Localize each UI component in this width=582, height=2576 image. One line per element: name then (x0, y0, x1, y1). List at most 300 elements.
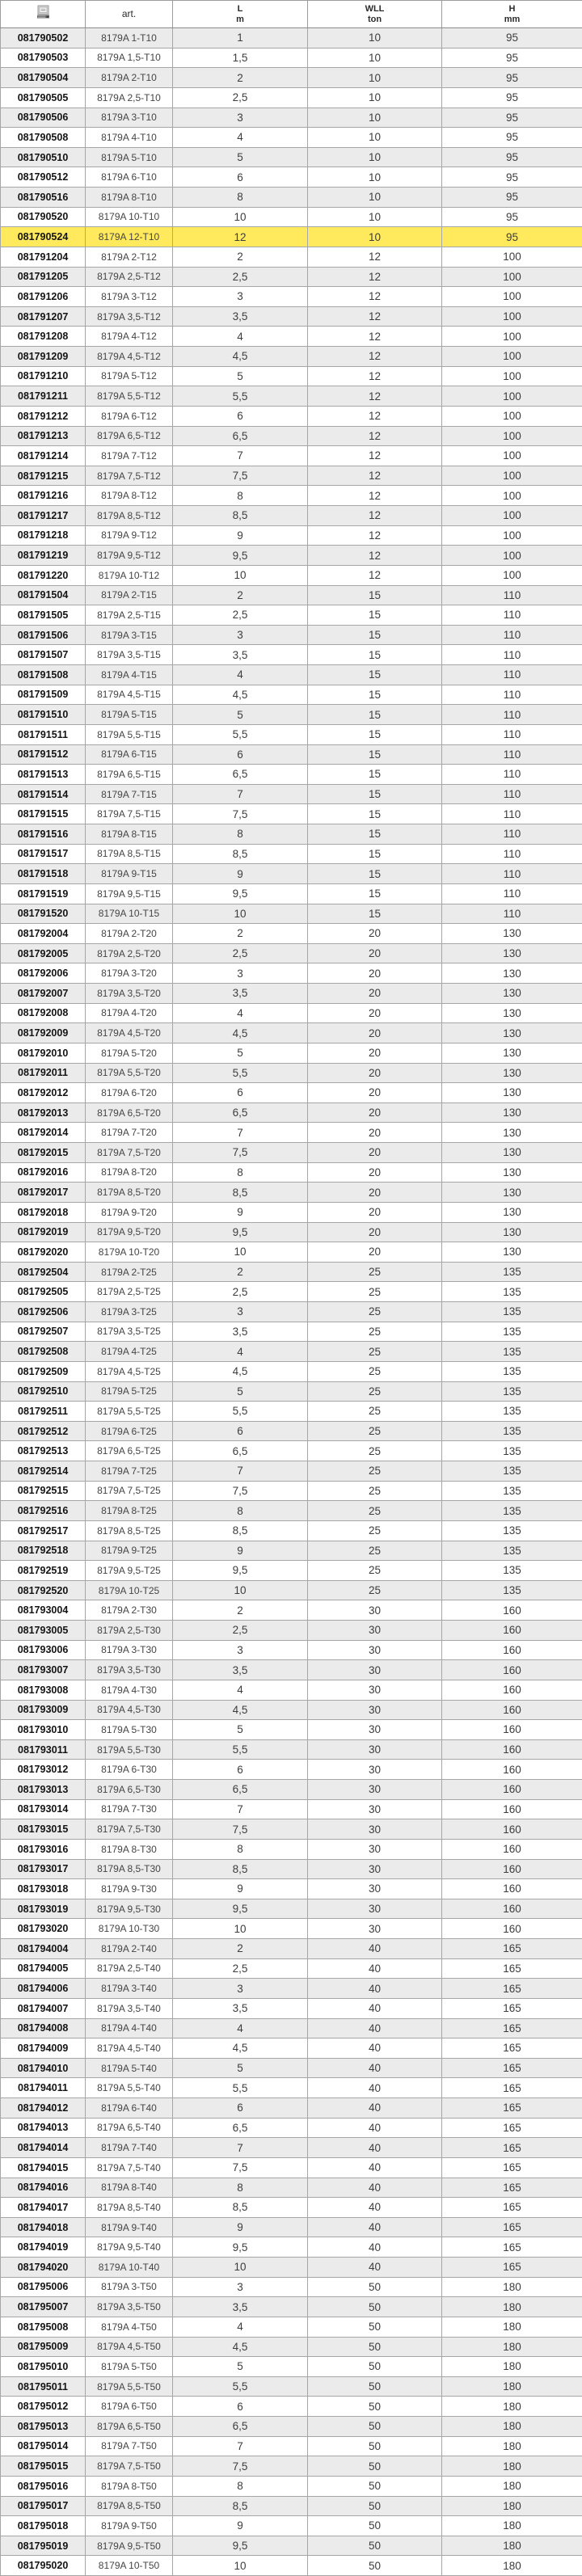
cell-h: 95 (442, 68, 582, 88)
table-row[interactable] (1, 1202, 582, 1222)
table-row[interactable] (1, 1501, 582, 1521)
table-row[interactable] (1, 1680, 582, 1700)
cell-art: 8179A 9-T50 (86, 2516, 173, 2536)
table-row[interactable] (1, 1023, 582, 1043)
table-row[interactable] (1, 2277, 582, 2297)
cell-code: 081791211 (1, 386, 86, 407)
table-row[interactable] (1, 1520, 582, 1541)
cell-code: 081791520 (1, 904, 86, 924)
table-row[interactable] (1, 188, 582, 208)
table-row[interactable] (1, 2297, 582, 2317)
table-row[interactable] (1, 784, 582, 804)
table-row[interactable] (1, 1859, 582, 1879)
table-row[interactable] (1, 2536, 582, 2556)
table-row[interactable] (1, 585, 582, 605)
table-row[interactable] (1, 2078, 582, 2098)
cell-code: 081791512 (1, 744, 86, 765)
table-row[interactable] (1, 2118, 582, 2138)
cell-l: 8 (173, 486, 308, 506)
table-row[interactable] (1, 1660, 582, 1680)
cell-art: 8179A 7-T25 (86, 1461, 173, 1482)
cell-h: 110 (442, 685, 582, 705)
table-row[interactable] (1, 167, 582, 188)
cell-l: 3,5 (173, 306, 308, 327)
table-row[interactable] (1, 28, 582, 48)
cell-code: 081792020 (1, 1242, 86, 1263)
table-row[interactable] (1, 665, 582, 685)
cell-code: 081794005 (1, 1958, 86, 1979)
cell-art: 8179A 5,5-T50 (86, 2376, 173, 2397)
cell-l: 8,5 (173, 844, 308, 864)
cell-code: 081795018 (1, 2516, 86, 2536)
cell-h: 165 (442, 2098, 582, 2119)
table-row[interactable] (1, 207, 582, 227)
cell-h: 100 (442, 267, 582, 287)
table-row[interactable] (1, 1003, 582, 1023)
cell-h: 100 (442, 546, 582, 566)
table-row[interactable] (1, 546, 582, 566)
cell-code: 081792011 (1, 1063, 86, 1083)
cell-code: 081794004 (1, 1939, 86, 1959)
cell-l: 3 (173, 1640, 308, 1660)
table-row[interactable] (1, 765, 582, 785)
cell-h: 95 (442, 87, 582, 108)
cell-wll: 25 (308, 1381, 442, 1402)
cell-l: 7,5 (173, 2157, 308, 2178)
table-row[interactable] (1, 824, 582, 845)
cell-wll: 20 (308, 1123, 442, 1143)
cell-h: 135 (442, 1461, 582, 1482)
cell-l: 3,5 (173, 1660, 308, 1680)
cell-h: 95 (442, 227, 582, 247)
table-row[interactable] (1, 1083, 582, 1103)
table-row[interactable] (1, 1780, 582, 1800)
cell-l: 5 (173, 2058, 308, 2078)
cell-wll: 50 (308, 2277, 442, 2297)
cell-art: 8179A 8-T20 (86, 1162, 173, 1183)
cell-wll: 30 (308, 1799, 442, 1819)
cell-wll: 15 (308, 904, 442, 924)
cell-h: 165 (442, 1939, 582, 1959)
cell-code: 081790505 (1, 87, 86, 108)
table-row[interactable] (1, 724, 582, 744)
table-row[interactable] (1, 864, 582, 884)
table-row[interactable] (1, 1302, 582, 1322)
table-row[interactable] (1, 1402, 582, 1422)
cell-h: 95 (442, 167, 582, 188)
cell-wll: 40 (308, 2237, 442, 2258)
table-row[interactable] (1, 366, 582, 386)
table-row[interactable] (1, 744, 582, 765)
cell-code: 081794016 (1, 2178, 86, 2198)
cell-wll: 40 (308, 2258, 442, 2278)
cell-l: 4 (173, 1003, 308, 1023)
table-row[interactable] (1, 306, 582, 327)
cell-code: 081793019 (1, 1899, 86, 1919)
header-unit-m: m (173, 15, 307, 25)
table-row[interactable] (1, 1819, 582, 1840)
table-row[interactable] (1, 1541, 582, 1561)
cell-code: 081794015 (1, 2157, 86, 2178)
cell-h: 110 (442, 605, 582, 626)
table-row[interactable] (1, 924, 582, 944)
table-row[interactable] (1, 2317, 582, 2337)
table-row[interactable] (1, 1621, 582, 1641)
header-unit-mm: mm (442, 15, 582, 25)
cell-h: 180 (442, 2376, 582, 2397)
table-row[interactable] (1, 446, 582, 466)
cell-art: 8179A 8,5-T15 (86, 844, 173, 864)
cell-h: 160 (442, 1879, 582, 1899)
table-row[interactable] (1, 486, 582, 506)
cell-l: 4 (173, 1680, 308, 1700)
cell-h: 160 (442, 1600, 582, 1621)
cell-wll: 50 (308, 2436, 442, 2456)
cell-wll: 50 (308, 2417, 442, 2437)
cell-art: 8179A 3,5-T30 (86, 1660, 173, 1680)
cell-l: 9 (173, 2217, 308, 2237)
cell-code: 081791217 (1, 506, 86, 526)
table-row[interactable] (1, 1242, 582, 1263)
cell-wll: 25 (308, 1262, 442, 1282)
cell-l: 3 (173, 2277, 308, 2297)
cell-art: 8179A 6,5-T15 (86, 765, 173, 785)
cell-wll: 25 (308, 1520, 442, 1541)
table-row[interactable] (1, 943, 582, 963)
cell-code: 081793015 (1, 1819, 86, 1840)
cell-art: 8179A 7-T50 (86, 2436, 173, 2456)
cell-l: 10 (173, 1580, 308, 1600)
table-row[interactable] (1, 1063, 582, 1083)
table-row[interactable] (1, 1421, 582, 1441)
table-row[interactable] (1, 625, 582, 645)
cell-wll: 25 (308, 1541, 442, 1561)
cell-wll: 40 (308, 2157, 442, 2178)
cell-h: 135 (442, 1381, 582, 1402)
cell-code: 081792015 (1, 1143, 86, 1163)
cell-wll: 20 (308, 963, 442, 984)
cell-h: 180 (442, 2516, 582, 2536)
cell-art: 8179A 6-T50 (86, 2397, 173, 2417)
cell-code: 081791214 (1, 446, 86, 466)
cell-l: 8 (173, 1839, 308, 1859)
cell-wll: 10 (308, 48, 442, 68)
cell-code: 081790524 (1, 227, 86, 247)
table-row[interactable] (1, 48, 582, 68)
table-row[interactable] (1, 2556, 582, 2576)
cell-art: 8179A 2,5-T40 (86, 1958, 173, 1979)
cell-h: 135 (442, 1262, 582, 1282)
table-row[interactable] (1, 2456, 582, 2477)
cell-l: 3,5 (173, 2297, 308, 2317)
cell-h: 180 (442, 2536, 582, 2556)
cell-h: 95 (442, 188, 582, 208)
cell-wll: 20 (308, 1143, 442, 1163)
cell-wll: 40 (308, 1998, 442, 2018)
table-row[interactable] (1, 1919, 582, 1939)
table-row[interactable] (1, 87, 582, 108)
cell-wll: 12 (308, 486, 442, 506)
cell-h: 165 (442, 1998, 582, 2018)
cell-h: 110 (442, 864, 582, 884)
table-row[interactable] (1, 1939, 582, 1959)
cell-wll: 12 (308, 327, 442, 347)
cell-h: 135 (442, 1322, 582, 1342)
cell-art: 8179A 6-T25 (86, 1421, 173, 1441)
cell-l: 4,5 (173, 2038, 308, 2059)
cell-l: 7 (173, 1799, 308, 1819)
cell-l: 2,5 (173, 267, 308, 287)
table-row[interactable] (1, 386, 582, 407)
table-row[interactable] (1, 1979, 582, 1999)
cell-art: 8179A 10-T12 (86, 565, 173, 585)
cell-art: 8179A 4,5-T25 (86, 1361, 173, 1381)
cell-code: 081790510 (1, 147, 86, 167)
table-row[interactable] (1, 1162, 582, 1183)
table-row[interactable] (1, 1739, 582, 1760)
cell-wll: 25 (308, 1461, 442, 1482)
cell-art: 8179A 2-T10 (86, 68, 173, 88)
table-row[interactable] (1, 1879, 582, 1899)
cell-code: 081793006 (1, 1640, 86, 1660)
table-row[interactable] (1, 1262, 582, 1282)
table-row[interactable] (1, 1441, 582, 1461)
table-row[interactable] (1, 1760, 582, 1780)
table-row[interactable] (1, 2198, 582, 2218)
cell-code: 081792519 (1, 1561, 86, 1581)
table-row[interactable] (1, 2058, 582, 2078)
table-row[interactable] (1, 247, 582, 267)
cell-h: 110 (442, 804, 582, 824)
table-row[interactable] (1, 1839, 582, 1859)
table-row[interactable] (1, 1998, 582, 2018)
cell-art: 8179A 10-T15 (86, 904, 173, 924)
cell-art: 8179A 6-T30 (86, 1760, 173, 1780)
table-row[interactable] (1, 347, 582, 367)
cell-art: 8179A 3,5-T15 (86, 645, 173, 665)
cell-h: 100 (442, 525, 582, 546)
cell-art: 8179A 5-T50 (86, 2357, 173, 2377)
cell-l: 8,5 (173, 2496, 308, 2516)
cell-art: 8179A 2,5-T30 (86, 1621, 173, 1641)
table-row[interactable] (1, 1720, 582, 1740)
table-row[interactable] (1, 2496, 582, 2516)
table-row[interactable] (1, 1799, 582, 1819)
cell-l: 4,5 (173, 2337, 308, 2357)
table-row[interactable] (1, 2138, 582, 2158)
table-row[interactable] (1, 1222, 582, 1242)
cell-code: 081795012 (1, 2397, 86, 2417)
cell-art: 8179A 5,5-T15 (86, 724, 173, 744)
cell-h: 180 (442, 2357, 582, 2377)
table-row[interactable] (1, 128, 582, 148)
table-row[interactable] (1, 1700, 582, 1720)
cell-code: 081792515 (1, 1481, 86, 1501)
table-row[interactable] (1, 2038, 582, 2059)
table-row[interactable] (1, 327, 582, 347)
table-row[interactable] (1, 1282, 582, 1302)
cell-code: 081792510 (1, 1381, 86, 1402)
cell-art: 8179A 4,5-T20 (86, 1023, 173, 1043)
table-row[interactable] (1, 1361, 582, 1381)
table-row[interactable] (1, 1381, 582, 1402)
cell-wll: 30 (308, 1780, 442, 1800)
table-row[interactable] (1, 984, 582, 1004)
cell-wll: 25 (308, 1402, 442, 1422)
cell-l: 2,5 (173, 1621, 308, 1641)
table-row[interactable] (1, 1958, 582, 1979)
table-row[interactable] (1, 108, 582, 128)
cell-code: 081793012 (1, 1760, 86, 1780)
table-row[interactable] (1, 1561, 582, 1581)
cell-h: 135 (442, 1520, 582, 1541)
table-row[interactable] (1, 466, 582, 486)
cell-l: 9 (173, 1541, 308, 1561)
table-row[interactable] (1, 705, 582, 725)
cell-wll: 50 (308, 2317, 442, 2337)
table-row[interactable] (1, 1342, 582, 1362)
table-row[interactable] (1, 227, 582, 247)
table-row[interactable] (1, 883, 582, 904)
table-row[interactable] (1, 2337, 582, 2357)
cell-wll: 15 (308, 625, 442, 645)
cell-wll: 25 (308, 1501, 442, 1521)
cell-wll: 40 (308, 2098, 442, 2119)
cell-l: 7 (173, 784, 308, 804)
cell-art: 8179A 4,5-T50 (86, 2337, 173, 2357)
table-row[interactable] (1, 2217, 582, 2237)
table-row[interactable] (1, 645, 582, 665)
cell-code: 081791509 (1, 685, 86, 705)
cell-wll: 10 (308, 167, 442, 188)
table-row[interactable] (1, 605, 582, 626)
table-row[interactable] (1, 804, 582, 824)
cell-wll: 50 (308, 2516, 442, 2536)
header-cell-code (1, 1, 86, 28)
table-row[interactable] (1, 2178, 582, 2198)
table-row[interactable] (1, 1481, 582, 1501)
cell-art: 8179A 8,5-T25 (86, 1520, 173, 1541)
table-row[interactable] (1, 1640, 582, 1660)
cell-art: 8179A 3-T12 (86, 287, 173, 307)
cell-wll: 10 (308, 28, 442, 48)
cell-art: 8179A 4,5-T12 (86, 347, 173, 367)
cell-art: 8179A 3-T50 (86, 2277, 173, 2297)
cell-l: 9 (173, 1879, 308, 1899)
cell-wll: 12 (308, 506, 442, 526)
table-row[interactable] (1, 844, 582, 864)
cell-wll: 12 (308, 546, 442, 566)
table-row[interactable] (1, 2237, 582, 2258)
table-row[interactable] (1, 2157, 582, 2178)
cell-art: 8179A 6-T40 (86, 2098, 173, 2119)
table-row[interactable] (1, 2417, 582, 2437)
cell-l: 9,5 (173, 1899, 308, 1919)
cell-code: 081794014 (1, 2138, 86, 2158)
cell-wll: 30 (308, 1839, 442, 1859)
table-row[interactable] (1, 2376, 582, 2397)
table-row[interactable] (1, 1600, 582, 1621)
cell-code: 081793011 (1, 1739, 86, 1760)
table-row[interactable] (1, 1043, 582, 1063)
cell-code: 081795017 (1, 2496, 86, 2516)
cell-h: 135 (442, 1302, 582, 1322)
table-row[interactable] (1, 2476, 582, 2496)
table-row[interactable] (1, 68, 582, 88)
table-row[interactable] (1, 2397, 582, 2417)
cell-art: 8179A 8-T25 (86, 1501, 173, 1521)
cell-wll: 50 (308, 2337, 442, 2357)
cell-code: 081794012 (1, 2098, 86, 2119)
cell-art: 8179A 7,5-T12 (86, 466, 173, 486)
cell-l: 5 (173, 366, 308, 386)
table-row[interactable] (1, 525, 582, 546)
cell-art: 8179A 4,5-T40 (86, 2038, 173, 2059)
table-row[interactable] (1, 2018, 582, 2038)
cell-art: 8179A 6,5-T30 (86, 1780, 173, 1800)
table-row[interactable] (1, 904, 582, 924)
cell-l: 9,5 (173, 1561, 308, 1581)
table-row[interactable] (1, 147, 582, 167)
table-row[interactable] (1, 2436, 582, 2456)
table-row[interactable] (1, 1102, 582, 1123)
cell-l: 5,5 (173, 1063, 308, 1083)
table-row[interactable] (1, 1580, 582, 1600)
cell-wll: 50 (308, 2476, 442, 2496)
table-row[interactable] (1, 1123, 582, 1143)
table-header (1, 1, 582, 28)
table-row[interactable] (1, 1322, 582, 1342)
cell-art: 8179A 5-T15 (86, 705, 173, 725)
table-row[interactable] (1, 2258, 582, 2278)
cell-h: 100 (442, 366, 582, 386)
cell-code: 081791504 (1, 585, 86, 605)
cell-art: 8179A 1-T10 (86, 28, 173, 48)
cell-l: 6 (173, 1421, 308, 1441)
table-row[interactable] (1, 287, 582, 307)
table-row[interactable] (1, 1183, 582, 1203)
cell-code: 081794009 (1, 2038, 86, 2059)
table-row[interactable] (1, 963, 582, 984)
table-row[interactable] (1, 2357, 582, 2377)
cell-code: 081794007 (1, 1998, 86, 2018)
table-row[interactable] (1, 2516, 582, 2536)
table-row[interactable] (1, 406, 582, 426)
cell-h: 165 (442, 2198, 582, 2218)
cell-wll: 12 (308, 247, 442, 267)
cell-code: 081792508 (1, 1342, 86, 1362)
table-row[interactable] (1, 267, 582, 287)
cell-art: 8179A 7,5-T50 (86, 2456, 173, 2477)
cell-wll: 15 (308, 784, 442, 804)
header-label-art: art. (86, 9, 172, 19)
cell-h: 110 (442, 705, 582, 725)
cell-h: 130 (442, 984, 582, 1004)
cell-code: 081791219 (1, 546, 86, 566)
cell-art: 8179A 8,5-T20 (86, 1183, 173, 1203)
table-row[interactable] (1, 1143, 582, 1163)
table-row[interactable] (1, 426, 582, 446)
cell-h: 95 (442, 48, 582, 68)
table-row[interactable] (1, 2098, 582, 2119)
table-row[interactable] (1, 506, 582, 526)
table-row[interactable] (1, 685, 582, 705)
table-row[interactable] (1, 565, 582, 585)
cell-code: 081791510 (1, 705, 86, 725)
cell-l: 5 (173, 2357, 308, 2377)
table-row[interactable] (1, 1461, 582, 1482)
table-row[interactable] (1, 1899, 582, 1919)
